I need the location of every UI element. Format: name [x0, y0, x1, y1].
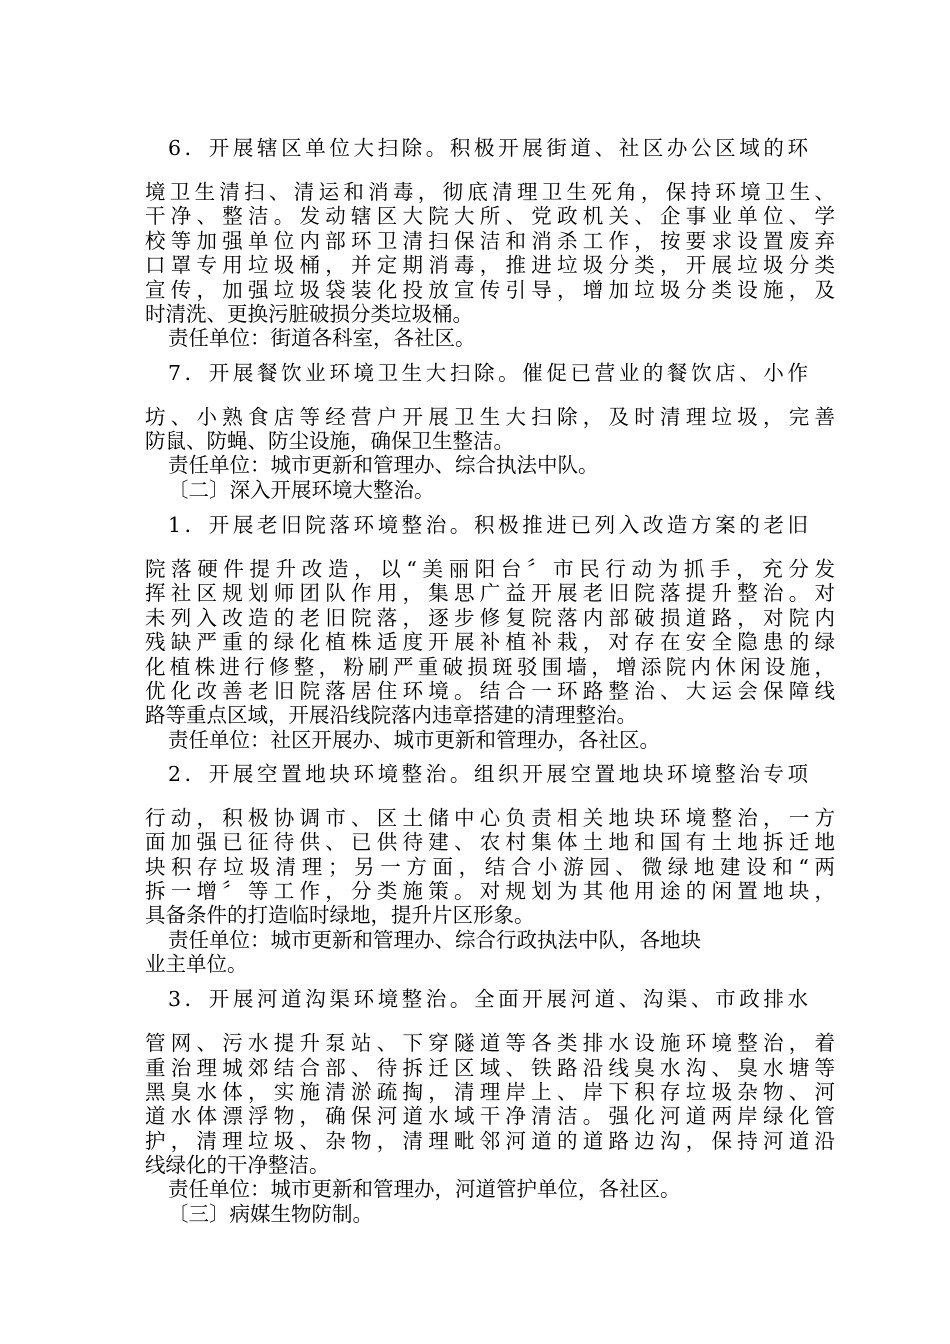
paragraph-line: 挥社区规划师团队作用，集思广益开展老旧院落提升整治。对: [145, 581, 835, 605]
section-heading: 〔三〕病媒生物防制。: [168, 1202, 373, 1226]
paragraph-line: 优化改善老旧院落居住环境。结合一环路整治、大运会保障线: [145, 679, 835, 703]
paragraph-line: 化植株进行修整，粉刷严重破损斑驳围墙，增添院内休闲设施，: [145, 655, 835, 679]
paragraph-line: 拆一增〞等工作，分类施策。对规划为其他用途的闲置地块，: [145, 879, 835, 903]
paragraph-line: 路等重点区域，开展沿线院落内违章搭建的清理整治。: [145, 703, 637, 727]
paragraph-line: 未列入改造的老旧院落，逐步修复院落内部破损道路，对院内: [145, 606, 835, 630]
responsibility-line: 责任单位：城市更新和管理办、综合行政执法中队，各地块: [168, 928, 701, 952]
paragraph-line: 校等加强单位内部环卫清扫保洁和消杀工作，按要求设置废弃: [145, 229, 835, 253]
paragraph-line: 宣传，加强垃圾袋装化投放宣传引导，增加垃圾分类设施，及: [145, 278, 835, 302]
responsibility-line: 责任单位：街道各科室，各社区。: [168, 326, 476, 350]
paragraph-line: 境卫生清扫、清运和消毒，彻底清理卫生死角，保持环境卫生、: [145, 180, 835, 204]
paragraph-line: 管网、污水提升泵站、下穿隧道等各类排水设施环境整治，着: [145, 1031, 835, 1055]
paragraph-line: 院落硬件提升改造，以“美丽阳台〞市民行动为抓手，充分发: [145, 557, 835, 581]
paragraph-line: 行动，积极协调市、区土储中心负责相关地块环境整治，一方: [145, 806, 835, 830]
section-heading: 〔二〕深入开展环境大整治。: [168, 478, 435, 502]
paragraph-line: 口罩专用垃圾桶，并定期消毒，推进垃圾分类，开展垃圾分类: [145, 253, 835, 277]
paragraph-line: 残缺严重的绿化植株适度开展补植补栽，对存在安全隐患的绿: [145, 630, 835, 654]
paragraph-1-heading: 1．开展老旧院落环境整治。积极推进已列入改造方案的老旧: [168, 513, 808, 537]
paragraph-line: 具备条件的打造临时绿地，提升片区形象。: [145, 903, 535, 927]
paragraph-line: 黑臭水体，实施清淤疏掏，清理岸上、岸下积存垃圾杂物、河: [145, 1080, 835, 1104]
paragraph-line: 防鼠、防蝇、防尘设施，确保卫生整洁。: [145, 429, 514, 453]
responsibility-line: 责任单位：城市更新和管理办，河道管护单位，各社区。: [168, 1177, 681, 1201]
paragraph-3-heading: 3．开展河道沟渠环境整治。全面开展河道、沟渠、市政排水: [168, 987, 808, 1011]
paragraph-line: 业主单位。: [145, 952, 248, 976]
paragraph-line: 线绿化的干净整洁。: [145, 1153, 330, 1177]
responsibility-line: 责任单位：城市更新和管理办、综合执法中队。: [168, 453, 599, 477]
paragraph-line: 护，清理垃圾、杂物，清理毗邻河道的道路边沟，保持河道沿: [145, 1129, 835, 1153]
paragraph-line: 坊、小熟食店等经营户开展卫生大扫除，及时清理垃圾，完善: [145, 405, 835, 429]
responsibility-line: 责任单位：社区开展办、城市更新和管理办，各社区。: [168, 728, 660, 752]
paragraph-line: 道水体漂浮物，确保河道水域干净清洁。强化河道两岸绿化管: [145, 1104, 835, 1128]
paragraph-line: 干净、整洁。发动辖区大院大所、党政机关、企事业单位、学: [145, 204, 835, 228]
paragraph-line: 时清洗、更换污脏破损分类垃圾桶。: [145, 302, 473, 326]
paragraph-line: 重治理城郊结合部、待拆迁区域、铁路沿线臭水沟、臭水塘等: [145, 1056, 835, 1080]
paragraph-line: 块积存垃圾清理；另一方面，结合小游园、微绿地建设和“两: [145, 855, 835, 879]
paragraph-7-heading: 7．开展餐饮业环境卫生大扫除。催促已营业的餐饮店、小作: [168, 361, 808, 385]
paragraph-6-heading: 6．开展辖区单位大扫除。积极开展街道、社区办公区域的环: [168, 136, 808, 160]
paragraph-line: 面加强已征待供、已供待建、农村集体土地和国有土地拆迁地: [145, 830, 835, 854]
paragraph-2-heading: 2．开展空置地块环境整治。组织开展空置地块环境整治专项: [168, 762, 808, 786]
